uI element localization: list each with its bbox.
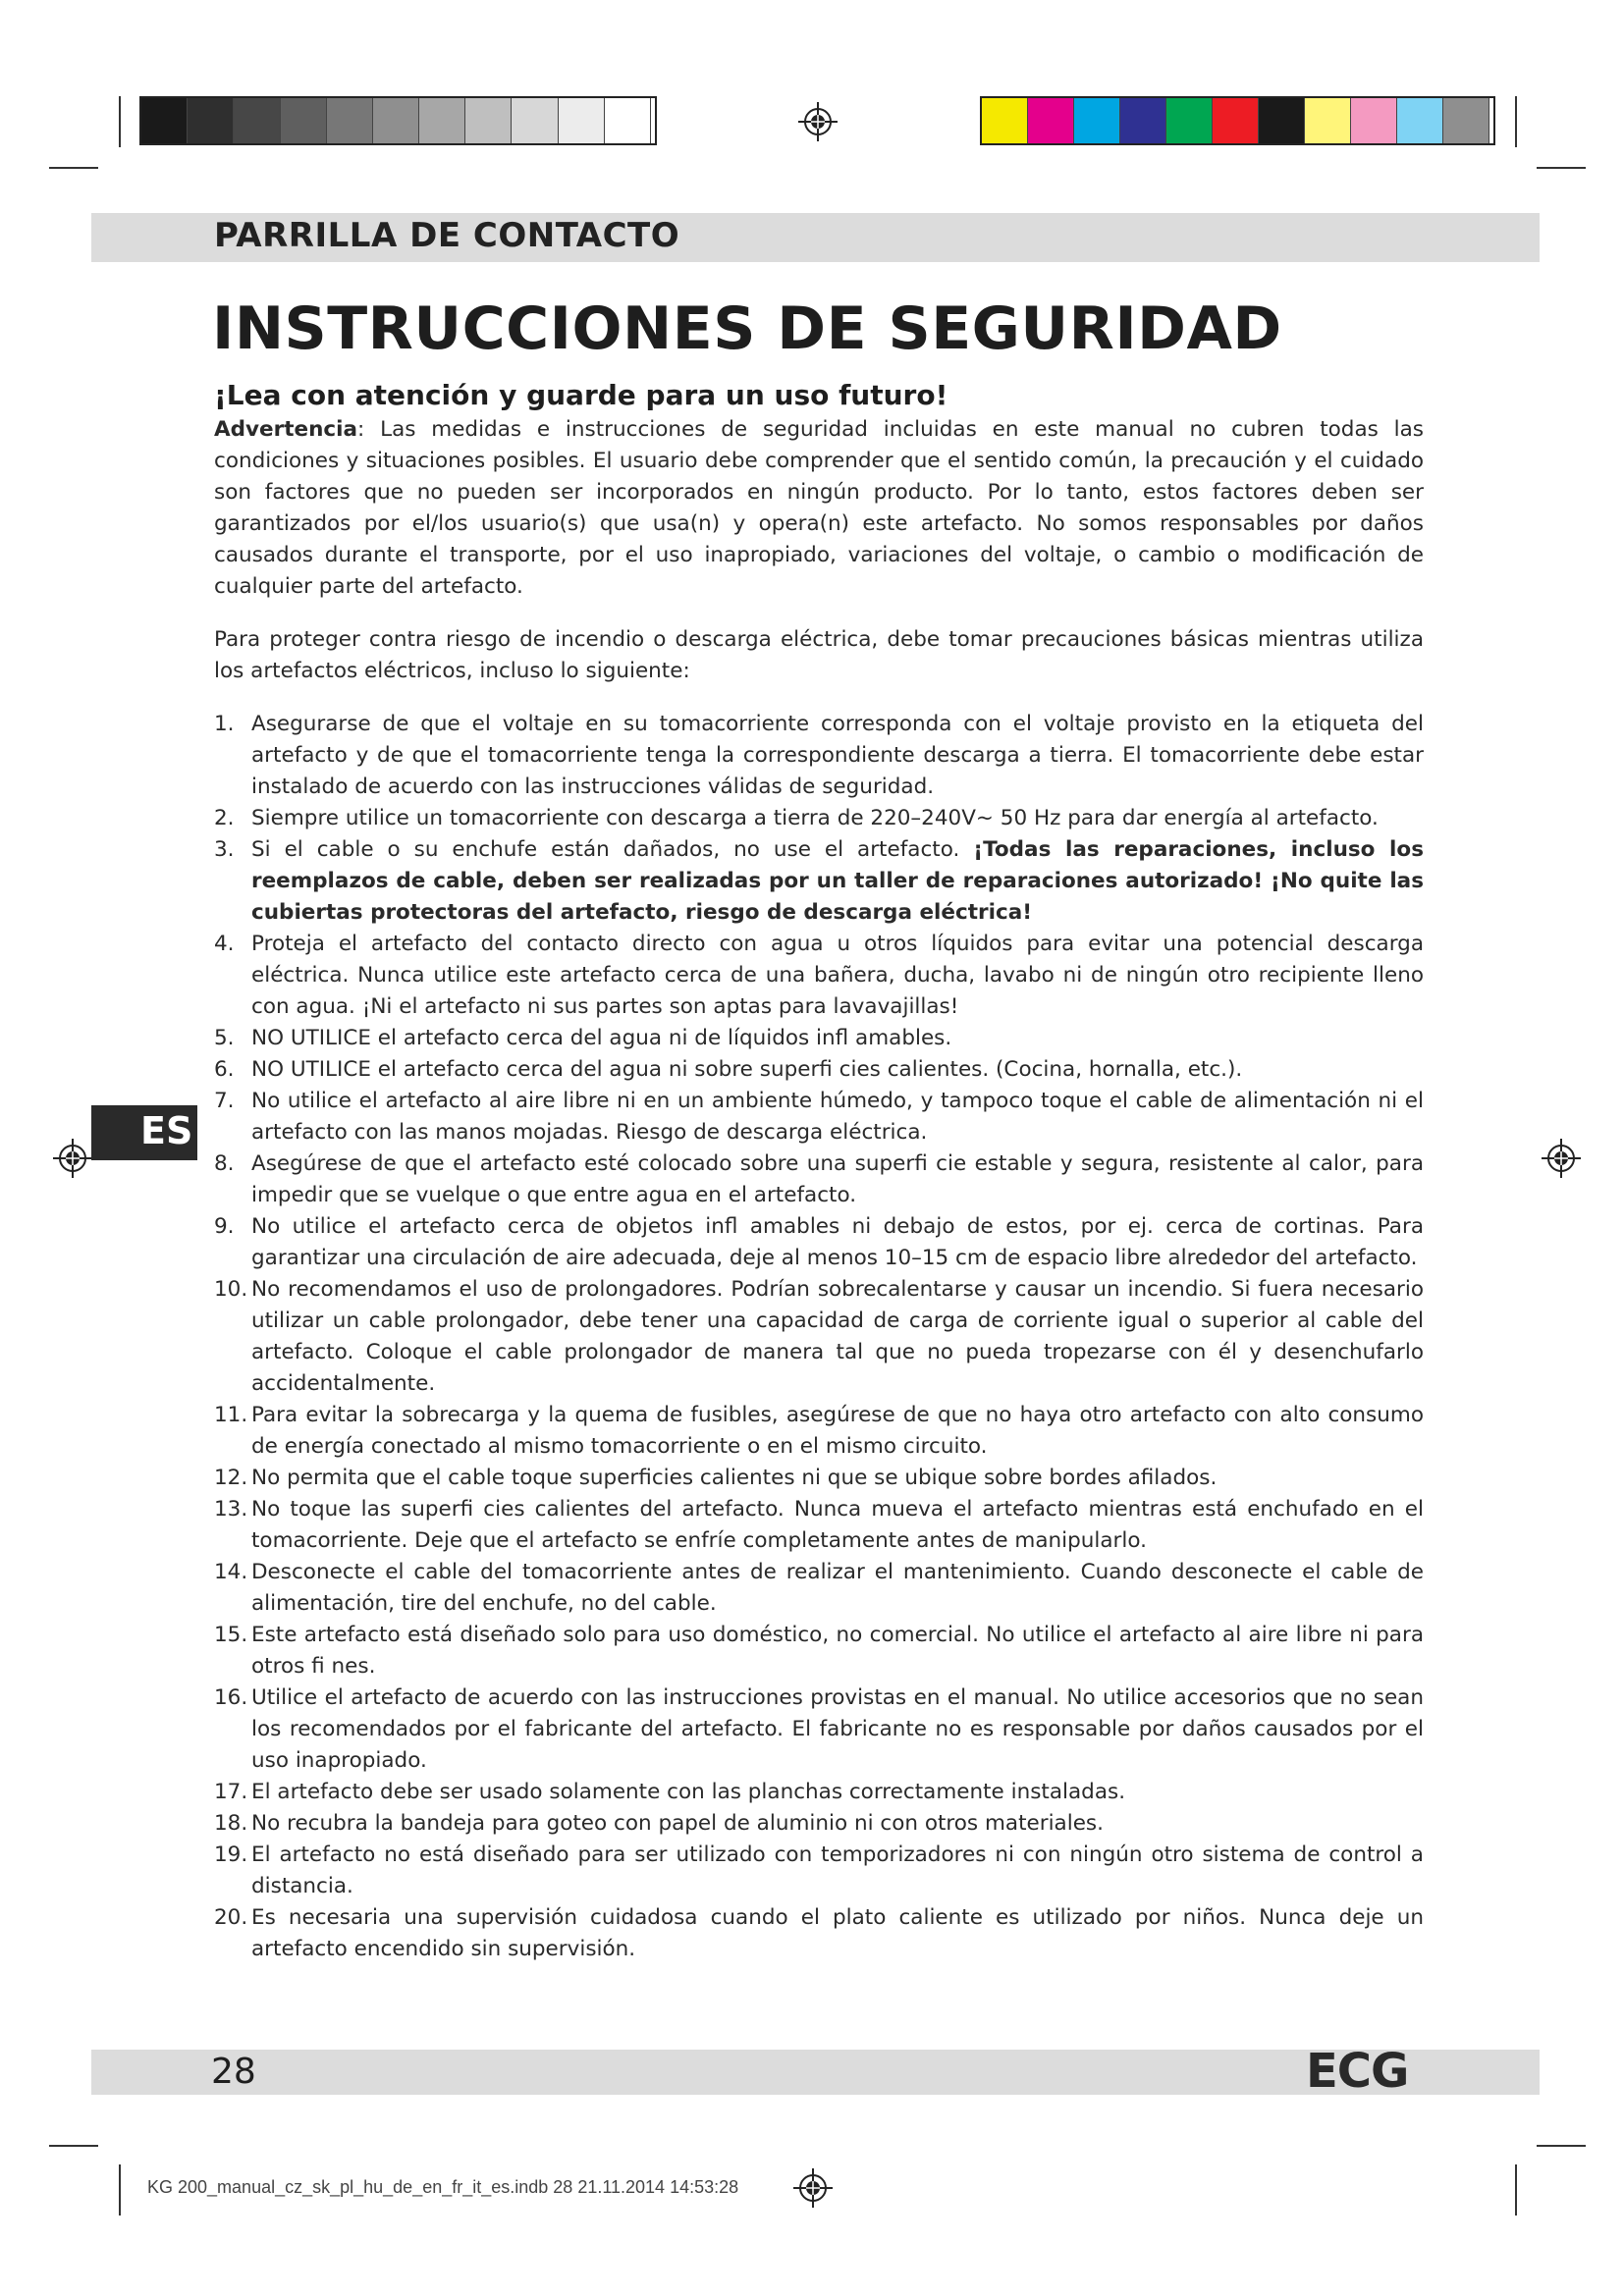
list-item-number: 7. — [214, 1089, 235, 1113]
registration-mark-icon — [1540, 1137, 1583, 1180]
list-item — [214, 1840, 1424, 1902]
list-item-text — [251, 1054, 1424, 1086]
color-swatch — [1120, 98, 1166, 143]
list-item-number: 19. — [214, 1842, 248, 1867]
list-item — [214, 1620, 1424, 1682]
color-swatch — [1397, 98, 1443, 143]
list-item — [214, 1023, 1424, 1054]
list-item-body: Asegurarse de que el voltaje en su tomacorriente corresponda con el voltaje provisto en la etiqueta del artefacto y de que el tomacorriente tenga la correspondiente descarga a tierra. El tomacorriente debe estar instalado de acuerdo con las instrucciones válidas de seguridad. — [251, 712, 1424, 799]
crop-mark — [1515, 2164, 1517, 2216]
list-item — [214, 1086, 1424, 1148]
list-item — [214, 1682, 1424, 1777]
section-title: PARRILLA DE CONTACTO — [214, 216, 680, 255]
list-item-number: 16. — [214, 1685, 248, 1710]
list-item-number: 4. — [214, 932, 235, 956]
list-item-text — [251, 709, 1424, 803]
list-item-number: 2. — [214, 806, 235, 830]
list-item — [214, 1274, 1424, 1400]
list-item-text — [251, 1808, 1424, 1840]
list-item-body: El artefacto no está diseñado para ser utilizado con temporizadores ni con ningún otro sistema de control a distancia. — [251, 1842, 1424, 1898]
list-item-text — [251, 1463, 1424, 1494]
brand-logo: ECG — [1306, 2044, 1409, 2099]
color-swatch — [281, 98, 327, 143]
list-item-text — [251, 1274, 1424, 1400]
color-swatch — [1351, 98, 1397, 143]
registration-mark-icon — [796, 100, 839, 143]
list-item-text — [251, 1494, 1424, 1557]
list-item-text — [251, 929, 1424, 1023]
list-item-body: NO UTILICE el artefacto cerca del agua ni de líquidos infl amables. — [251, 1026, 952, 1050]
list-item — [214, 1777, 1424, 1808]
crop-mark — [119, 2164, 121, 2216]
crop-mark — [1537, 167, 1586, 169]
list-item — [214, 1494, 1424, 1557]
list-item-emphasis: ¡Todas las reparaciones, incluso los reemplazos de cable, deben ser realizadas por un taller de reparaciones autorizado! ¡No quite las cubiertas protectoras del artefacto, riesgo de descarga eléctrica! — [251, 837, 1424, 925]
list-item-text — [251, 1211, 1424, 1274]
list-item-text — [251, 1840, 1424, 1902]
color-swatch — [419, 98, 465, 143]
list-item-body: No recomendamos el uso de prolongadores. Podrían sobrecalentarse y causar un incendio. Si fuera necesario utilizar un cable prolongador, debe tener una capacidad de carga de corriente igual o superior al cable del artefacto. Coloque el cable prolongador de manera tal que no pueda tropezarse con él y desenchufarlo accidentalmente. — [251, 1277, 1424, 1396]
list-item-number: 5. — [214, 1026, 235, 1050]
list-item-body: Proteja el artefacto del contacto directo con agua u otros líquidos para evitar una potencial descarga eléctrica. Nunca utilice este artefacto cerca de una bañera, ducha, lavabo ni de ningún otro recipiente lleno con agua. ¡Ni el artefacto ni sus partes son aptas para lavavajillas! — [251, 932, 1424, 1019]
safety-instructions-body — [214, 414, 1424, 1965]
list-item-body: Utilice el artefacto de acuerdo con las instrucciones provistas en el manual. No utilice accesorios que no sean los recomendados por el fabricante del artefacto. El fabricante no es responsable por daños causados por el uso inapropiado. — [251, 1685, 1424, 1773]
list-item — [214, 929, 1424, 1023]
language-tab-label: ES — [140, 1109, 193, 1152]
list-item-number: 10. — [214, 1277, 248, 1302]
color-swatch — [1443, 98, 1489, 143]
list-item-number: 1. — [214, 712, 235, 736]
list-item-body: No utilice el artefacto al aire libre ni en un ambiente húmedo, y tampoco toque el cable de alimentación ni el artefacto con las manos mojadas. Riesgo de descarga eléctrica. — [251, 1089, 1424, 1145]
list-item-body: No recubra la bandeja para goteo con papel de aluminio ni con otros materiales. — [251, 1811, 1104, 1836]
list-item-number: 11. — [214, 1403, 248, 1427]
list-item-body: Siempre utilice un tomacorriente con descarga a tierra de 220–240V~ 50 Hz para dar energía al artefacto. — [251, 806, 1379, 830]
color-swatch — [141, 98, 188, 143]
list-item — [214, 1463, 1424, 1494]
color-swatch — [1259, 98, 1305, 143]
color-swatch — [327, 98, 373, 143]
list-item-body: Desconecte el cable del tomacorriente antes de realizar el mantenimiento. Cuando desconecte el cable de alimentación, tire del enchufe, no del cable. — [251, 1560, 1424, 1616]
page-number: 28 — [211, 2052, 256, 2092]
list-item-body: No permita que el cable toque superficies calientes ni que se ubique sobre bordes afilados. — [251, 1466, 1218, 1490]
list-item-number: 18. — [214, 1811, 248, 1836]
list-item — [214, 1054, 1424, 1086]
list-item — [214, 1902, 1424, 1965]
list-item-text — [251, 1023, 1424, 1054]
list-item-number: 20. — [214, 1905, 248, 1930]
list-item — [214, 1148, 1424, 1211]
subtitle: ¡Lea con atención y guarde para un uso futuro! — [214, 379, 948, 411]
color-swatch — [373, 98, 419, 143]
list-item-number: 15. — [214, 1623, 248, 1647]
list-item-body: NO UTILICE el artefacto cerca del agua ni sobre superfi cies calientes. (Cocina, hornalla, etc.). — [251, 1057, 1243, 1082]
list-item-number: 12. — [214, 1466, 248, 1490]
crop-mark — [49, 167, 98, 169]
color-swatch — [465, 98, 512, 143]
crop-mark — [119, 96, 121, 147]
list-item — [214, 1557, 1424, 1620]
list-item-body: No toque las superfi cies calientes del artefacto. Nunca mueva el artefacto mientras está enchufado en el tomacorriente. Deje que el artefacto se enfríe completamente antes de manipularlo. — [251, 1497, 1424, 1553]
color-swatch — [982, 98, 1028, 143]
list-item-number: 13. — [214, 1497, 248, 1522]
crop-mark — [1515, 96, 1517, 147]
color-swatch — [1305, 98, 1351, 143]
print-file-info: KG 200_manual_cz_sk_pl_hu_de_en_fr_it_es.indb 28 21.11.2014 14:53:28 — [147, 2177, 739, 2197]
color-swatch — [188, 98, 234, 143]
list-item-text — [251, 834, 1424, 929]
grayscale-color-bar — [139, 96, 657, 145]
list-item-number: 17. — [214, 1780, 248, 1804]
list-item-text — [251, 1682, 1424, 1777]
warning-paragraph — [214, 414, 1424, 603]
color-swatch — [559, 98, 605, 143]
list-item-text — [251, 1086, 1424, 1148]
list-item — [214, 1808, 1424, 1840]
warning-label: Advertencia — [214, 417, 358, 442]
list-item-number: 9. — [214, 1214, 235, 1239]
color-swatch — [1074, 98, 1120, 143]
crop-mark — [49, 2145, 98, 2147]
registration-mark-icon — [791, 2166, 835, 2210]
color-swatch — [512, 98, 558, 143]
list-item-number: 14. — [214, 1560, 248, 1584]
process-color-bar — [980, 96, 1495, 145]
list-item-text — [251, 1148, 1424, 1211]
list-item-text — [251, 1400, 1424, 1463]
list-item-text — [251, 803, 1424, 834]
list-item-text — [251, 1777, 1424, 1808]
list-item-body: Es necesaria una supervisión cuidadosa cuando el plato caliente es utilizado por niños. Nunca deje un artefacto encendido sin supervisión. — [251, 1905, 1424, 1961]
list-item-number: 3. — [214, 837, 235, 862]
intro-paragraph: Para proteger contra riesgo de incendio o descarga eléctrica, debe tomar precauciones básicas mientras utiliza los artefactos eléctricos, incluso lo siguiente: — [214, 627, 1424, 683]
color-swatch — [1028, 98, 1074, 143]
list-item-body: No utilice el artefacto cerca de objetos infl amables ni debajo de estos, por ej. cerca de cortinas. Para garantizar una circulación de aire adecuada, deje al menos 10–15 cm de espacio libre alrededor del artefacto. — [251, 1214, 1424, 1270]
list-item-body: El artefacto debe ser usado solamente con las planchas correctamente instaladas. — [251, 1780, 1126, 1804]
crop-mark — [1537, 2145, 1586, 2147]
list-item — [214, 1400, 1424, 1463]
list-item-body: Si el cable o su enchufe están dañados, no use el artefacto. — [251, 837, 974, 862]
color-swatch — [1166, 98, 1213, 143]
list-item-text — [251, 1620, 1424, 1682]
list-item — [214, 834, 1424, 929]
list-item-text — [251, 1902, 1424, 1965]
warning-text: : Las medidas e instrucciones de seguridad incluidas en este manual no cubren todas las condiciones y situaciones posibles. El usuario debe comprender que el sentido común, la precaución y el cuidado son factores que no pueden ser incorporados en ningún producto. Por lo tanto, estos factores deben ser garantizados por el/los usuario(s) que usa(n) y opera(n) este artefacto. No somos responsables por daños causados durante el transporte, por el uso inapropiado, variaciones del voltaje, o cambio o modificación de cualquier parte del artefacto. — [214, 417, 1424, 599]
list-item-body: Asegúrese de que el artefacto esté colocado sobre una superfi cie estable y segura, resistente al calor, para impedir que se vuelque o que entre agua en el artefacto. — [251, 1151, 1424, 1207]
list-item-body: Para evitar la sobrecarga y la quema de fusibles, asegúrese de que no haya otro artefacto con alto consumo de energía conectado al mismo tomacorriente o en el mismo circuito. — [251, 1403, 1424, 1459]
registration-mark-icon — [51, 1137, 94, 1180]
page-title: INSTRUCCIONES DE SEGURIDAD — [212, 294, 1282, 363]
list-item-number: 6. — [214, 1057, 235, 1082]
list-item-number: 8. — [214, 1151, 235, 1176]
list-item — [214, 803, 1424, 834]
list-item — [214, 709, 1424, 803]
color-swatch — [234, 98, 280, 143]
color-swatch — [605, 98, 651, 143]
list-item-body: Este artefacto está diseñado solo para uso doméstico, no comercial. No utilice el artefacto al aire libre ni para otros fi nes. — [251, 1623, 1424, 1679]
color-swatch — [1213, 98, 1259, 143]
safety-list — [214, 709, 1424, 1965]
list-item — [214, 1211, 1424, 1274]
list-item-text — [251, 1557, 1424, 1620]
